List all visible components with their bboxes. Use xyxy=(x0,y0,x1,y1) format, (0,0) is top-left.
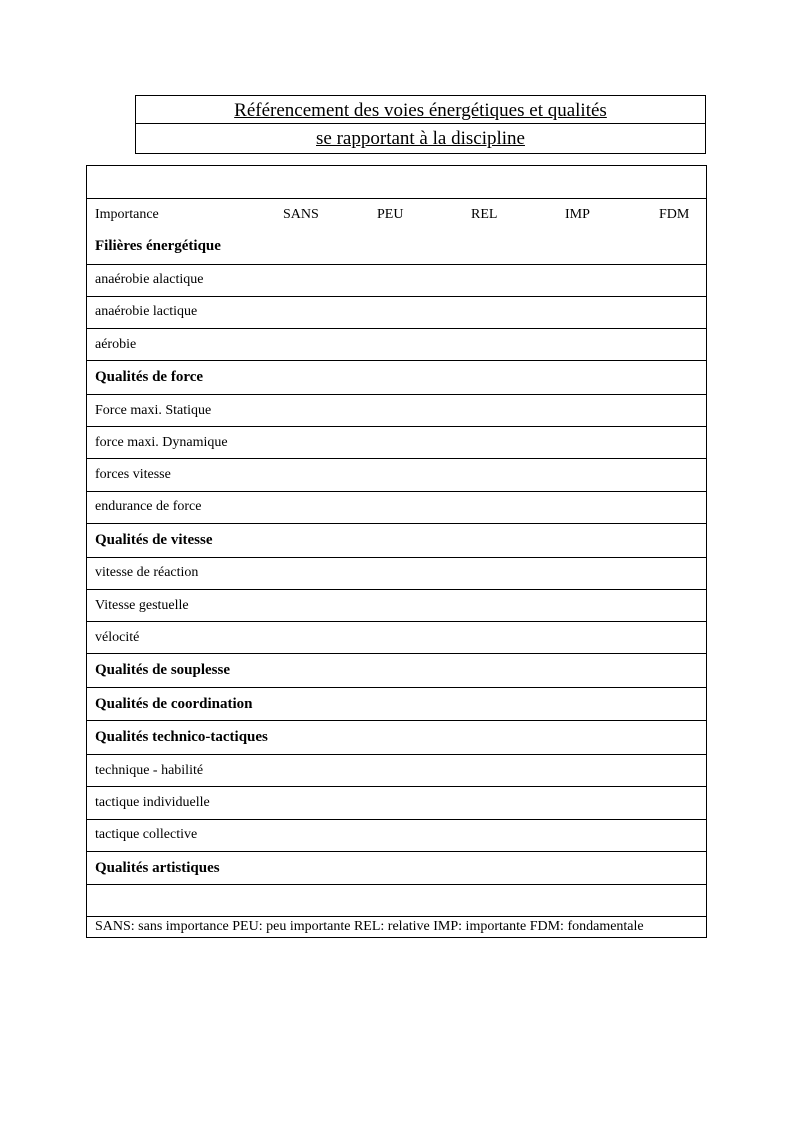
row-label: anaérobie alactique xyxy=(95,272,204,288)
table-row xyxy=(87,230,706,264)
row-label: vitesse de réaction xyxy=(95,565,199,581)
table-row xyxy=(87,687,706,721)
table-row xyxy=(87,720,706,754)
row-label: Qualités artistiques xyxy=(95,859,220,876)
row-label: tactique individuelle xyxy=(95,794,210,810)
row-label: forces vitesse xyxy=(95,467,171,483)
rows-container xyxy=(87,230,706,884)
qualities-table xyxy=(86,165,707,938)
row-label: endurance de force xyxy=(95,499,202,515)
row-label: technique - habilité xyxy=(95,762,204,778)
row-label: Filières énergétique xyxy=(95,238,221,255)
row-label: Qualités de coordination xyxy=(95,695,253,712)
table-row xyxy=(87,264,706,296)
table-row xyxy=(87,653,706,687)
table-row xyxy=(87,523,706,557)
row-label: Qualités de souplesse xyxy=(95,662,231,679)
blank-top-row xyxy=(87,166,706,198)
title-box xyxy=(135,95,706,154)
header-rel: REL xyxy=(471,206,498,222)
table-row xyxy=(87,426,706,458)
row-label: Qualités technico-tactiques xyxy=(95,729,268,746)
legend-row xyxy=(87,916,706,937)
table-row xyxy=(87,296,706,328)
header-fdm: FDM xyxy=(659,206,690,222)
table-row xyxy=(87,589,706,621)
table-row xyxy=(87,754,706,786)
row-label: anaérobie lactique xyxy=(95,304,198,320)
header-importance: Importance xyxy=(95,206,159,222)
row-label: Vitesse gestuelle xyxy=(95,597,189,613)
title-line-1 xyxy=(135,95,706,124)
title-text-2: se rapportant à la discipline xyxy=(316,128,525,149)
table-row xyxy=(87,328,706,360)
table-row xyxy=(87,819,706,851)
table-row xyxy=(87,621,706,653)
header-peu: PEU xyxy=(377,206,404,222)
row-label: Qualités de vitesse xyxy=(95,531,213,548)
row-label: force maxi. Dynamique xyxy=(95,434,228,450)
row-label: aérobie xyxy=(95,336,137,352)
row-label: tactique collective xyxy=(95,827,198,843)
table-row xyxy=(87,394,706,426)
table-row xyxy=(87,557,706,589)
title-line-2 xyxy=(135,123,706,154)
table-row xyxy=(87,491,706,523)
legend-text: SANS: sans importance PEU: peu importante REL: relative IMP: importante FDM: fondamentale xyxy=(95,919,644,935)
header-sans: SANS xyxy=(283,206,319,222)
table-row xyxy=(87,360,706,394)
table-row xyxy=(87,786,706,818)
blank-bottom-row xyxy=(87,884,706,916)
table-row xyxy=(87,851,706,885)
header-row xyxy=(87,198,706,230)
table-row xyxy=(87,458,706,490)
title-text-1: Référencement des voies énergétiques et qualités xyxy=(234,100,607,121)
row-label: Qualités de force xyxy=(95,369,204,386)
row-label: vélocité xyxy=(95,629,140,645)
row-label: Force maxi. Statique xyxy=(95,402,212,418)
header-imp: IMP xyxy=(565,206,590,222)
